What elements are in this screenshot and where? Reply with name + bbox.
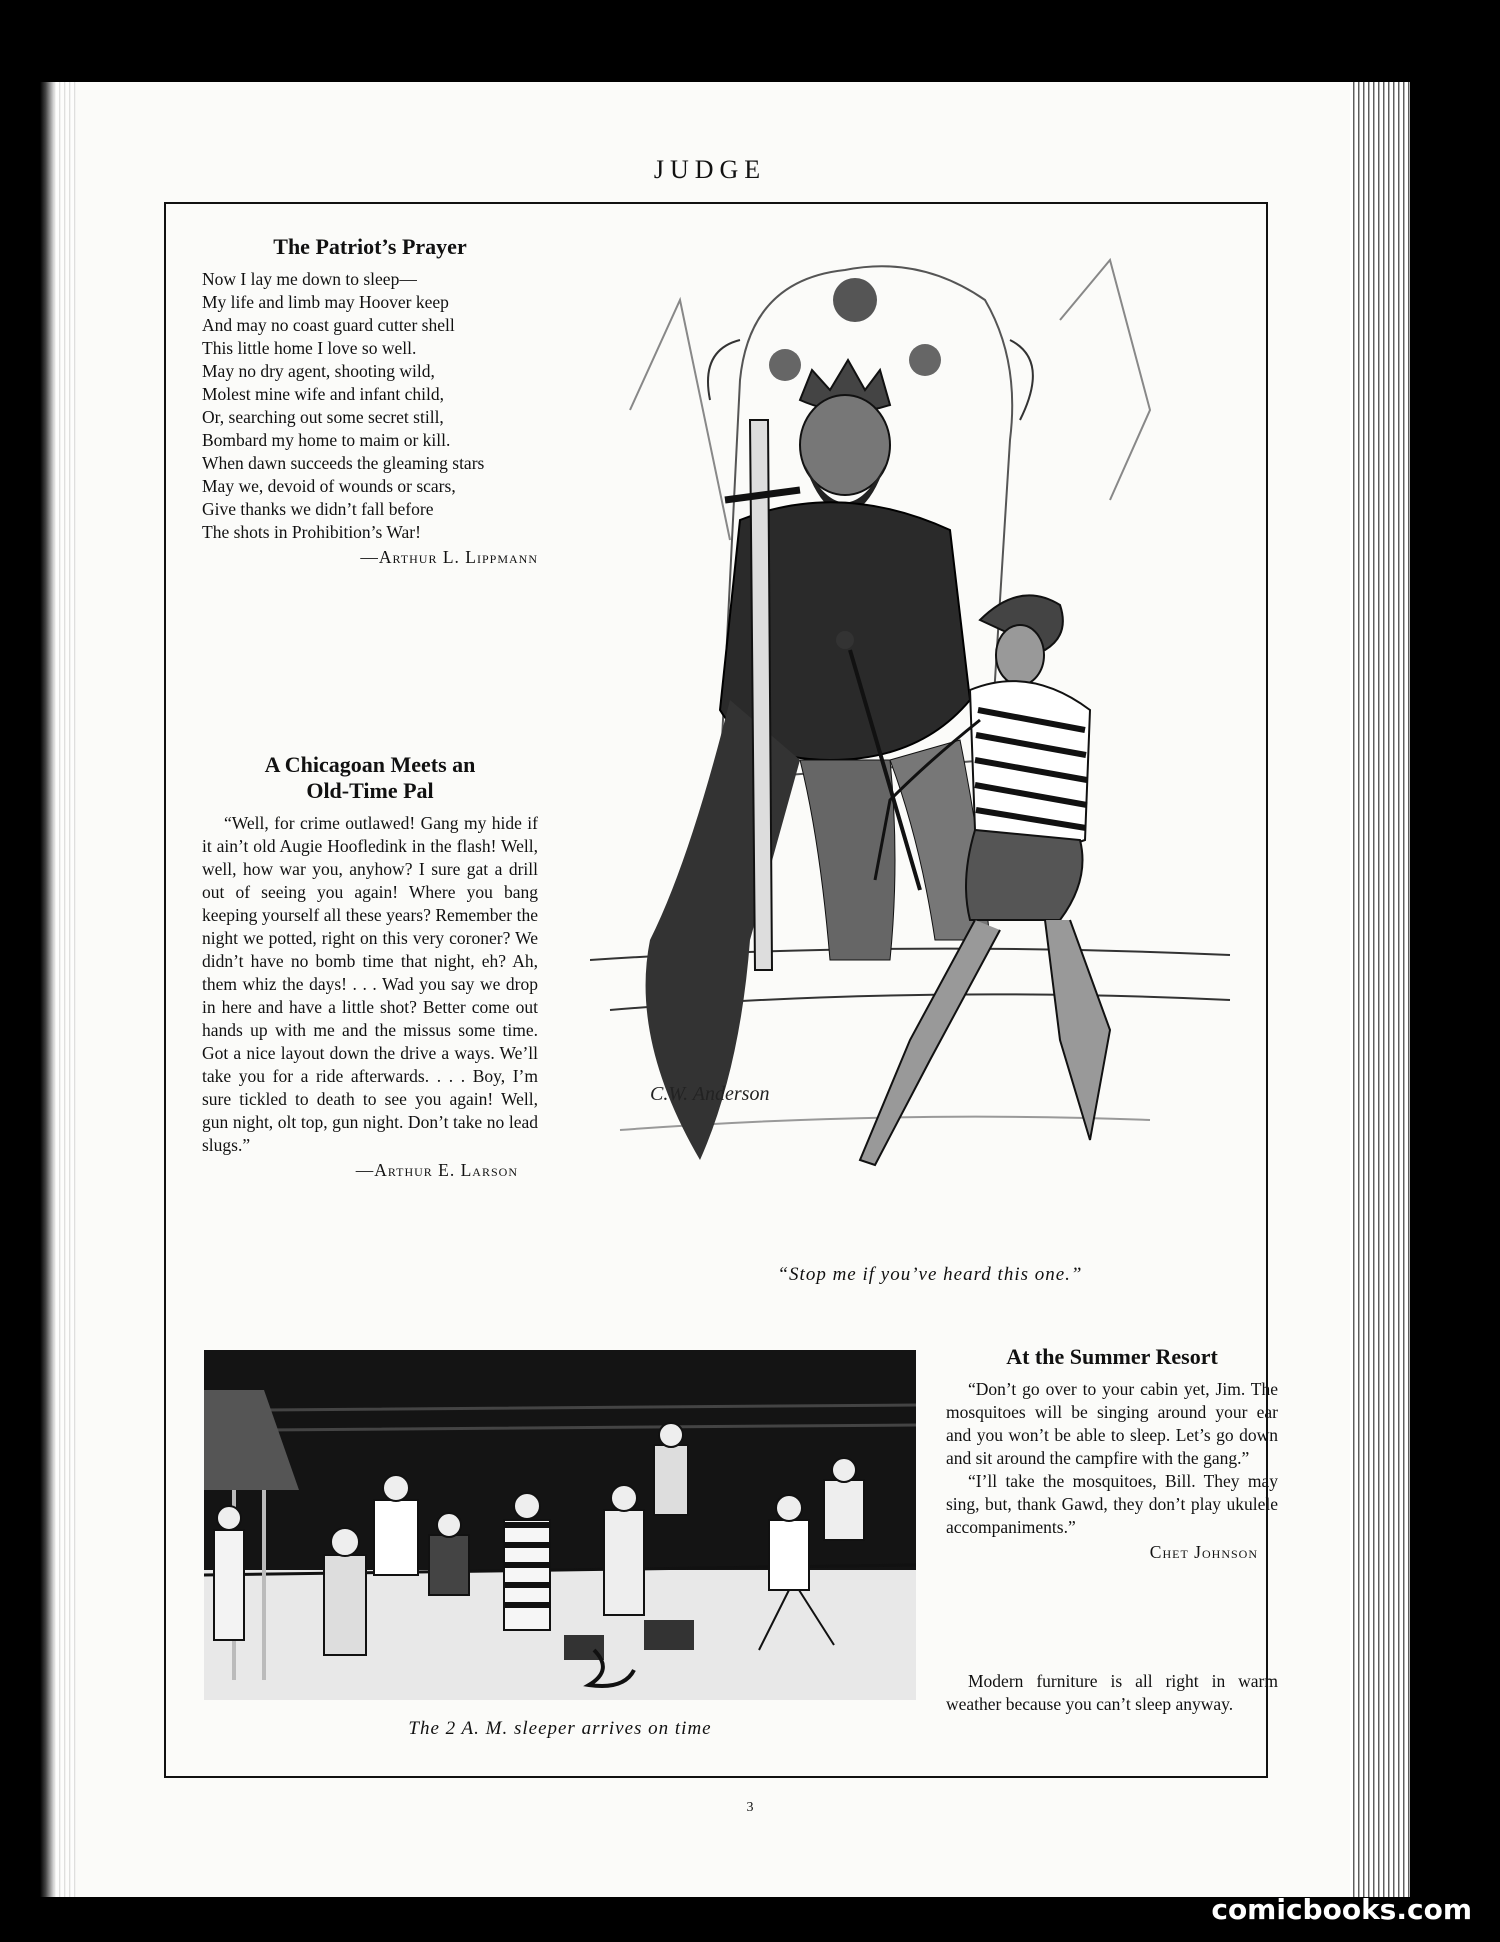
sleeper-car-illustration <box>204 1350 916 1700</box>
poem-line: And may no coast guard cutter shell <box>202 315 455 335</box>
poem-byline: —Arthur L. Lippmann <box>360 547 538 567</box>
summer-resort-story <box>946 1344 1278 1564</box>
page-number: 3 <box>746 1800 754 1815</box>
furniture-joke <box>946 1670 1278 1716</box>
resort-paragraph: “Don’t go over to your cabin yet, Jim. The mosquitoes will be singing around your ear and you won’t be able to sleep. Let’s go down and sit around the campfire with the gang.” <box>946 1379 1278 1468</box>
masthead: JUDGE <box>653 155 767 184</box>
patriots-prayer <box>202 234 538 569</box>
poem-line: When dawn succeeds the gleaming stars <box>202 453 485 473</box>
king-jester-illustration <box>590 240 1240 1260</box>
poem-line: This little home I love so well. <box>202 338 417 358</box>
chicagoan-title <box>202 752 538 804</box>
sleeper-cartoon-caption: The 2 A. M. sleeper arrives on time <box>408 1718 712 1739</box>
page-edge-stack <box>1350 82 1410 1897</box>
chicagoan-body: “Well, for crime outlawed! Gang my hide if it ain’t old Augie Hoofledink in the flash! Well, well, how war you, anyhow? I sure gat a drill out of seeing you again! Where you bang keeping yourself all these years? Remember the night we potted, right on this very coroner? We didn’t have no bomb time that night, eh? Ah, them whiz the days! . . . Wad you say we drop in here and have a little shot? Better come out hands up with me and the missus some time. Got a nice layout down the drive a ways. We’ll take you for a ride afterwards. . . . Boy, I’m sure tickled to death to see you again! Well, gun night, olt top, gun night. Don’t take no lead slugs.” <box>202 813 538 1155</box>
left-page-edges <box>54 82 76 1897</box>
poem-line: My life and limb may Hoover keep <box>202 292 449 312</box>
king-cartoon-caption: “Stop me if you’ve heard this one.” <box>777 1264 1083 1285</box>
resort-byline: Chet Johnson <box>1149 1542 1258 1562</box>
page-gutter <box>40 82 54 1897</box>
chicagoan-title-line1: A Chicagoan Meets an <box>264 752 476 777</box>
poem-line: Or, searching out some secret still, <box>202 407 444 427</box>
poem-line: May we, devoid of wounds or scars, <box>202 476 456 496</box>
chicagoan-title-line2: Old-Time Pal <box>306 778 434 803</box>
poem-line: May no dry agent, shooting wild, <box>202 361 435 381</box>
poem-line: Now I lay me down to sleep— <box>202 269 417 289</box>
chicagoan-byline: —Arthur E. Larson <box>355 1160 518 1180</box>
furniture-text: Modern furniture is all right in warm weather because you can’t sleep anyway. <box>946 1671 1278 1714</box>
poem-line: Give thanks we didn’t fall before <box>202 499 434 519</box>
chicagoan-story <box>202 752 538 1182</box>
poem-line: Bombard my home to maim or kill. <box>202 430 451 450</box>
cartoon-signature: C.W. Anderson <box>650 1083 770 1105</box>
watermark: comicbooks.com <box>1211 1893 1472 1926</box>
resort-paragraph: “I’ll take the mosquitoes, Bill. They may sing, but, thank Gawd, they don’t play ukulele accompaniments.” <box>946 1471 1278 1537</box>
poem-title: The Patriot’s Prayer <box>273 234 467 259</box>
poem-line: The shots in Prohibition’s War! <box>202 522 421 542</box>
poem-line: Molest mine wife and infant child, <box>202 384 445 404</box>
resort-title: At the Summer Resort <box>1006 1344 1218 1369</box>
